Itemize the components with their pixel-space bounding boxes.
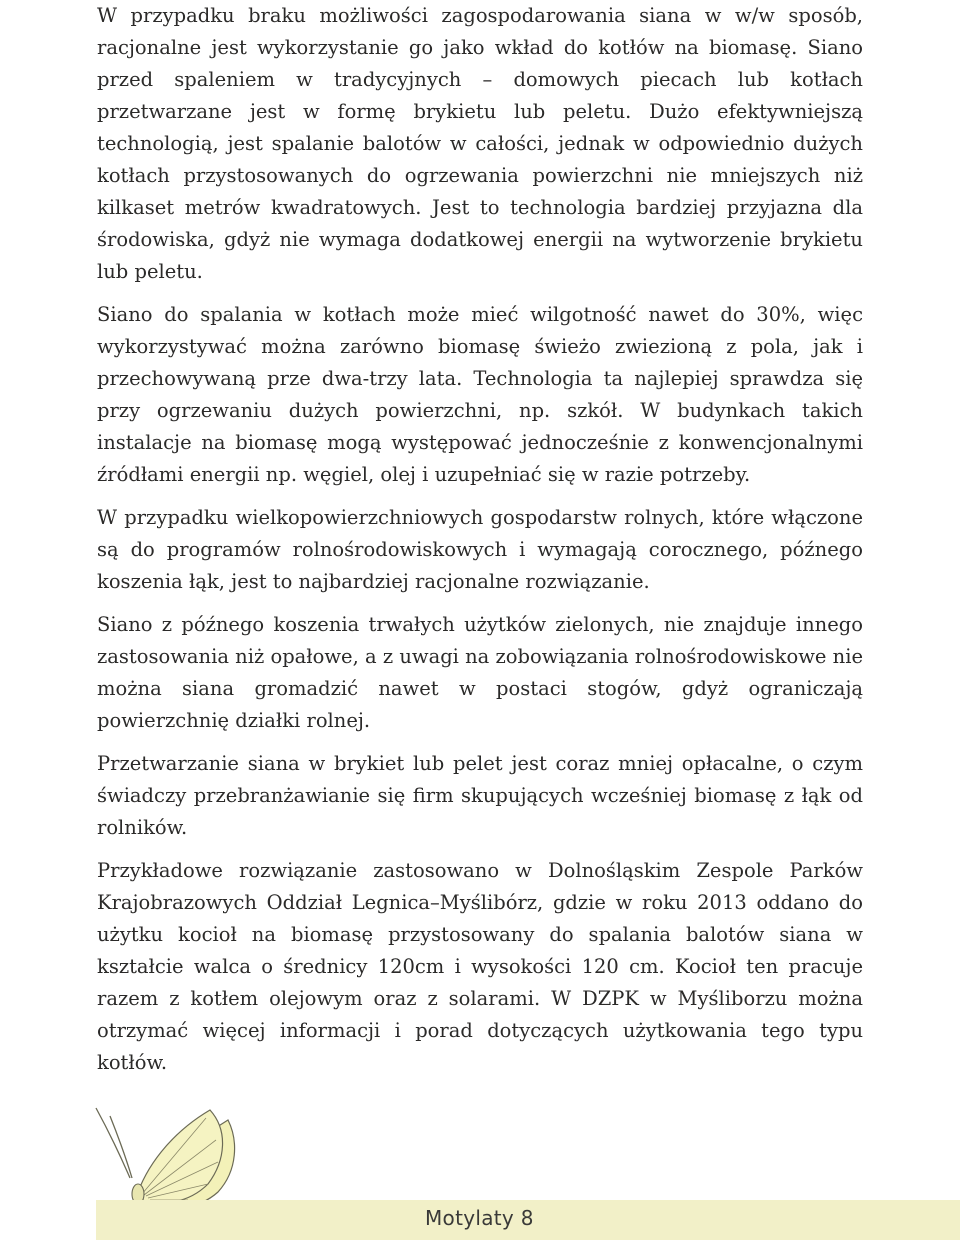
paragraph-1: W przypadku braku możliwości zagospodarowania siana w w/w sposób, racjonalne jest wykorzystanie go jako wkład do kotłów na biomasę. Siano przed spaleniem w tradycyjnych – domowych piecach lub kotłach przetwarzane jest w formę brykietu lub peletu. Dużo efektywniejszą technologią, jest spalanie balotów w całości, jednak w odpowiednio dużych kotłach przystosowanych do ogrzewania powierzchni nie mniejszych niż kilkaset metrów kwadratowych. Jest to technologia bardziej przyjazna dla środowiska, gdyż nie wymaga dodatkowej energii na wytworzenie brykietu lub peletu. — [97, 4, 863, 283]
paragraph-4: Siano z późnego koszenia trwałych użytków zielonych, nie znajduje innego zastosowania niż opałowe, a z uwagi na zobowiązania rolnośrodowiskowe nie można siana gromadzić nawet w postaci stogów, gdyż ograniczają powierzchnię działki rolnej. — [97, 613, 863, 732]
paragraph-3: W przypadku wielkopowierzchniowych gospodarstw rolnych, które włączone są do programów rolnośrodowiskowych i wymagają corocznego, późnego koszenia łąk, jest to najbardziej racjonalne rozwiązanie. — [97, 506, 863, 593]
page-footer-label: Motylaty 8 — [425, 1206, 534, 1230]
paragraph-6: Przykładowe rozwiązanie zastosowano w Dolnośląskim Zespole Parków Krajobrazowych Oddział Legnica–Myślibórz, gdzie w roku 2013 oddano do użytku kocioł na biomasę przystosowany do spalania balotów siana w kształcie walca o średnicy 120cm i wysokości 120 cm. Kocioł ten pracuje razem z kotłem olejowym oraz z solarami. W DZPK w Myśliborzu można otrzymać więcej informacji i porad dotyczących użytkowania tego typu kotłów. — [97, 859, 863, 1074]
article-body — [97, 0, 863, 1090]
paragraph-5: Przetwarzanie siana w brykiet lub pelet jest coraz mniej opłacalne, o czym świadczy przebranżawianie się firm skupujących wcześniej biomasę z łąk od rolników. — [97, 752, 863, 839]
paragraph-2: Siano do spalania w kotłach może mieć wilgotność nawet do 30%, więc wykorzystywać można zarówno biomasę świeżo zwiezioną z pola, jak i przechowywaną prze dwa-trzy lata. Technologia ta najlepiej sprawdza się przy ogrzewaniu dużych powierzchni, np. szkół. W budynkach takich instalacje na biomasę mogą występować jednocześnie z konwencjonalnymi źródłami energii np. węgiel, olej i uzupełniać się w razie potrzeby. — [97, 303, 863, 486]
